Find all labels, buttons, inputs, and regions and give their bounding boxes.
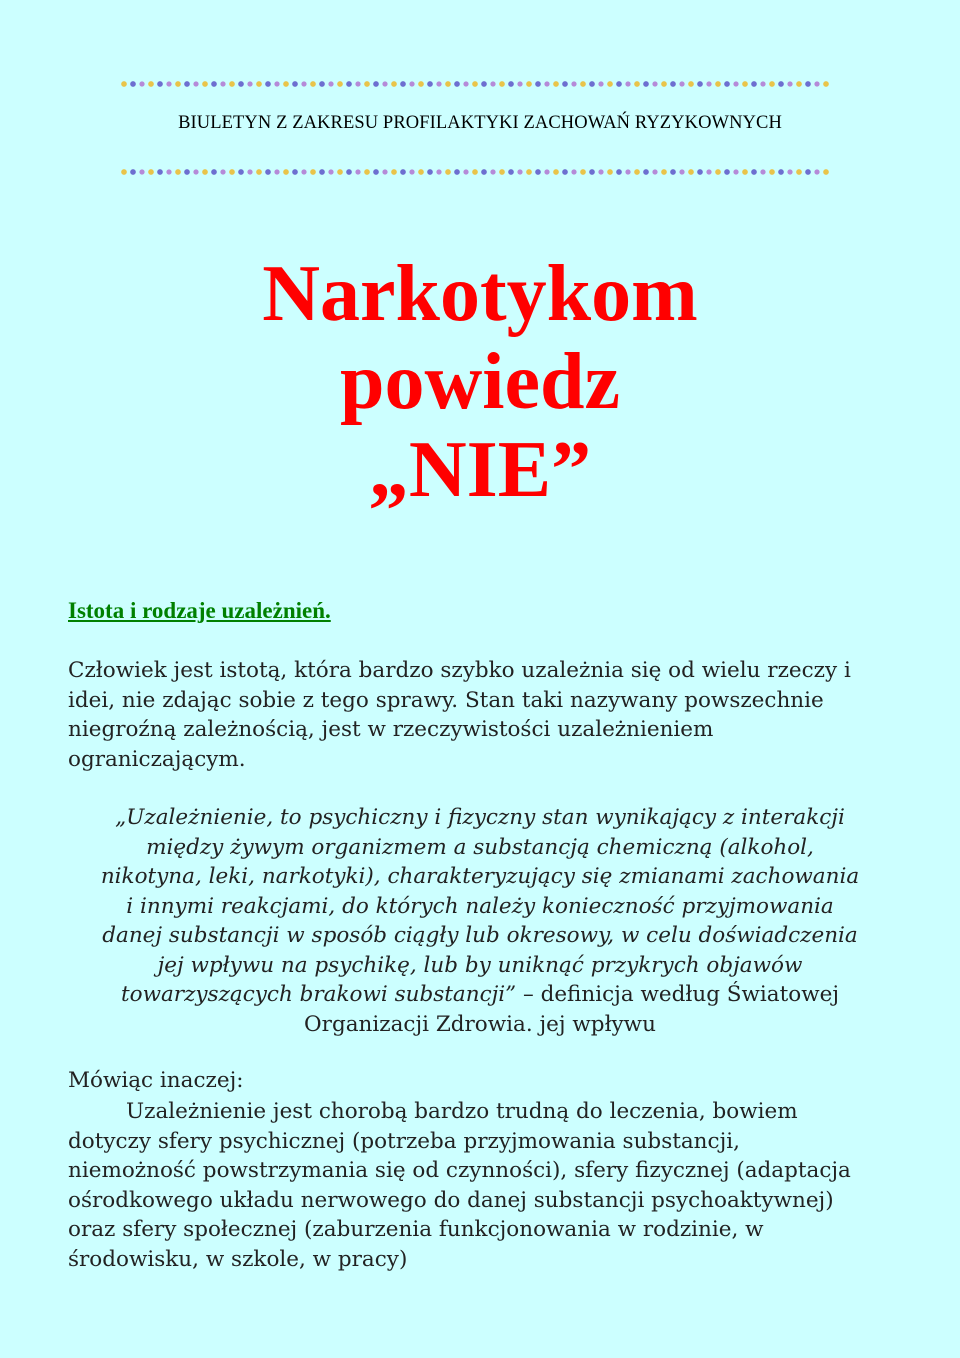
intro-paragraph <box>68 656 908 774</box>
quote-line <box>52 921 908 951</box>
decorative-border-top <box>118 78 832 90</box>
quote-line <box>52 951 908 981</box>
section-heading: Istota i rodzaje uzależnień. <box>68 598 331 623</box>
body-line: niemożność powstrzymania się od czynności), sfery fizycznej (adaptacja <box>68 1158 851 1183</box>
headline-line-1: Narkotykom <box>262 250 698 338</box>
quote-line <box>52 892 908 922</box>
quote-text: i innymi reakcjami, do których należy konieczność przyjmowania <box>126 893 834 919</box>
quote-line <box>52 980 908 1010</box>
intro-line: ograniczającym. <box>68 746 246 772</box>
quote-text: towarzyszących brakowi substancji” <box>121 982 517 1007</box>
quote-line <box>52 833 908 863</box>
quote-closing: Organizacji Zdrowia. jej wpływu <box>304 1011 656 1037</box>
who-definition-quote <box>52 803 908 1039</box>
body-line: środowisku, w szkole, w pracy) <box>68 1246 408 1272</box>
quote-text: „Uzależnienie, to psychiczny i fizyczny stan wynikający z interakcji <box>115 805 845 830</box>
quote-text: nikotyna, leki, narkotyki), charakteryzujący się zmianami zachowania <box>100 864 860 889</box>
body-line: ośrodkowego układu nerwowego do danej substancji psychoaktywnej) <box>68 1187 834 1213</box>
intro-line: niegroźną zależnością, jest w rzeczywistości uzależnieniem <box>68 717 714 742</box>
quote-attribution: – definicja według Światowej <box>516 982 839 1007</box>
other-words-label: Mówiąc inaczej: <box>68 1068 244 1093</box>
quote-text: między żywym organizmem a substancją chemiczną (alkohol, <box>146 834 814 860</box>
body-line: Uzależnienie jest chorobą bardzo trudną do leczenia, bowiem <box>126 1099 798 1124</box>
quote-line <box>52 862 908 892</box>
body-line: oraz sfery społecznej (zaburzenia funkcjonowania w rodzinie, w <box>68 1217 764 1242</box>
decorative-border-bottom <box>118 166 832 178</box>
addiction-explanation-paragraph <box>68 1097 908 1274</box>
quote-text: jej wpływu na psychikę, lub by uniknąć przykrych objawów <box>157 952 803 978</box>
headline-line-2: powiedz <box>340 338 620 426</box>
intro-line: idei, nie zdając sobie z tego sprawy. Stan taki nazywany powszechnie <box>68 687 824 713</box>
body-line: dotyczy sfery psychicznej (potrzeba przyjmowania substancji, <box>68 1128 740 1154</box>
intro-line: Człowiek jest istotą, która bardzo szybko uzależnia się od wielu rzeczy i <box>68 658 851 683</box>
quote-line <box>52 803 908 833</box>
headline-line-3: „NIE” <box>368 426 592 514</box>
headline <box>0 250 960 514</box>
bulletin-title: BIULETYN Z ZAKRESU PROFILAKTYKI ZACHOWAŃ RYZYKOWNYCH <box>178 113 782 133</box>
quote-text: danej substancji w sposób ciągły lub okresowy, w celu doświadczenia <box>102 923 858 948</box>
